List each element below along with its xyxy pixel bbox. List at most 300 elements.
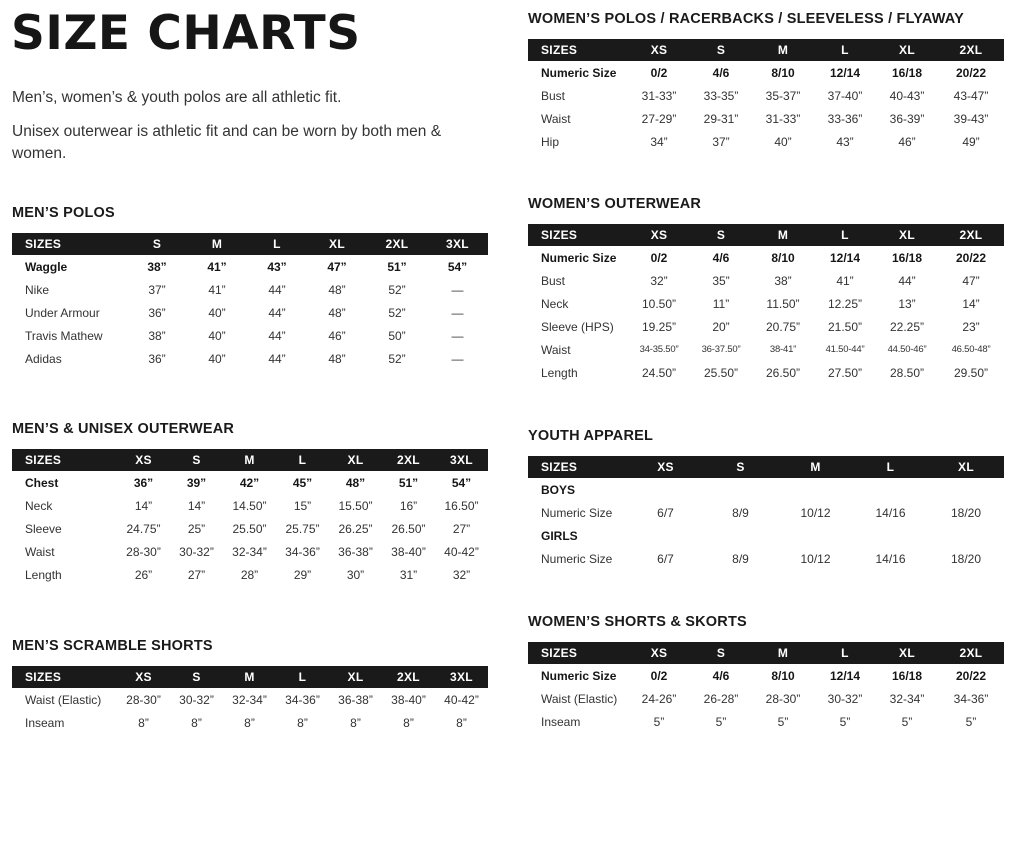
column-header: M bbox=[211, 237, 223, 251]
column-header: S bbox=[736, 460, 745, 474]
table-header-row bbox=[12, 233, 488, 255]
table-cell: 8/10 bbox=[771, 668, 795, 683]
row-label: Nike bbox=[25, 282, 50, 297]
table-cell: 38” bbox=[147, 259, 167, 274]
table-cell: 43-47” bbox=[953, 88, 989, 103]
column-header: L bbox=[273, 237, 281, 251]
table-cell: 0/2 bbox=[650, 250, 668, 265]
table-row bbox=[12, 255, 488, 278]
column-header: S bbox=[152, 237, 162, 251]
row-label: Neck bbox=[25, 498, 53, 513]
table-cell: 8/10 bbox=[771, 250, 795, 265]
table-row bbox=[528, 107, 1004, 130]
column-header: XS bbox=[135, 453, 152, 467]
row-label: Numeric Size bbox=[541, 250, 617, 265]
table-cell: 47” bbox=[962, 273, 980, 288]
table-cell bbox=[928, 524, 1004, 547]
table-cell: 27” bbox=[452, 521, 471, 536]
row-label: Waist bbox=[541, 111, 571, 126]
table-cell: 54” bbox=[447, 259, 468, 274]
row-label: Sleeve bbox=[25, 521, 62, 536]
womens-polos-table bbox=[528, 39, 1004, 153]
table-row bbox=[12, 563, 488, 586]
womens-outerwear-table bbox=[528, 224, 1004, 384]
table-cell: 8” bbox=[456, 715, 467, 730]
table-cell: 38” bbox=[774, 273, 792, 288]
table-cell: 33-36” bbox=[827, 111, 863, 126]
table-cell: 14” bbox=[187, 498, 206, 513]
column-header: S bbox=[192, 453, 201, 467]
womens-polos-title: WOMEN’S POLOS / RACERBACKS / SLEEVELESS / FLYAWAY bbox=[528, 11, 965, 27]
table-cell: 40” bbox=[208, 328, 226, 343]
row-label: Numeric Size bbox=[541, 551, 613, 566]
table-cell: 28-30” bbox=[126, 544, 161, 559]
table-cell: 29” bbox=[293, 567, 312, 582]
column-header: S bbox=[716, 228, 726, 242]
table-row bbox=[528, 130, 1004, 153]
table-cell: 52” bbox=[388, 282, 406, 297]
table-cell: 10.50” bbox=[641, 296, 677, 311]
table-cell: 32-34” bbox=[889, 691, 925, 706]
table-cell: — bbox=[451, 328, 464, 343]
table-cell: 44” bbox=[898, 273, 916, 288]
column-header: XS bbox=[135, 670, 152, 684]
table-cell: 41” bbox=[207, 259, 227, 274]
table-cell: 24.75” bbox=[126, 521, 161, 536]
column-header: 2XL bbox=[397, 453, 420, 467]
table-row bbox=[528, 315, 1004, 338]
column-header: SIZES bbox=[25, 237, 62, 251]
table-cell: 32-34” bbox=[232, 544, 267, 559]
table-cell: 12/14 bbox=[829, 250, 861, 265]
table-cell: 6/7 bbox=[657, 505, 674, 520]
table-header-row bbox=[528, 456, 1004, 478]
row-label: Inseam bbox=[541, 714, 581, 729]
youth-apparel-table bbox=[528, 456, 1004, 570]
table-cell: 27.50” bbox=[827, 365, 863, 380]
table-cell: 36” bbox=[133, 475, 154, 490]
table-header-row bbox=[528, 39, 1004, 61]
table-cell: 34” bbox=[650, 134, 668, 149]
table-cell: 36-37.50” bbox=[701, 344, 741, 355]
column-header: XL bbox=[347, 453, 364, 467]
womens-polos-section bbox=[528, 11, 1004, 153]
table-cell: 54” bbox=[451, 475, 472, 490]
mens-shorts-table bbox=[12, 666, 488, 734]
womens-outerwear-title: WOMEN’S OUTERWEAR bbox=[528, 196, 702, 212]
table-cell: 12/14 bbox=[829, 65, 861, 80]
table-cell: 22.25” bbox=[889, 319, 925, 334]
row-label: Length bbox=[25, 567, 62, 582]
row-label: GIRLS bbox=[541, 528, 578, 543]
table-cell: 13” bbox=[898, 296, 916, 311]
table-cell: 14/16 bbox=[875, 505, 906, 520]
table-cell: 36-38” bbox=[338, 692, 373, 707]
table-cell: 4/6 bbox=[712, 668, 730, 683]
table-cell: 34-36” bbox=[953, 691, 989, 706]
column-header: 3XL bbox=[450, 670, 473, 684]
table-cell: 51” bbox=[398, 475, 419, 490]
table-cell: 31” bbox=[399, 567, 418, 582]
table-cell: 16.50” bbox=[444, 498, 479, 513]
column-header: XL bbox=[329, 237, 345, 251]
table-cell: 14.50” bbox=[232, 498, 267, 513]
mens-shorts-title: MEN’S SCRAMBLE SHORTS bbox=[12, 638, 213, 654]
table-cell: 5” bbox=[653, 714, 665, 729]
table-cell: 26-28” bbox=[703, 691, 739, 706]
table-cell: 8” bbox=[403, 715, 414, 730]
column-header: L bbox=[841, 43, 849, 57]
table-cell bbox=[778, 524, 853, 547]
table-cell: 47” bbox=[327, 259, 347, 274]
table-cell: 20.75” bbox=[765, 319, 801, 334]
table-cell: 0/2 bbox=[650, 668, 668, 683]
table-cell: 44” bbox=[268, 305, 286, 320]
table-cell: 38-41” bbox=[769, 344, 797, 355]
table-row bbox=[12, 711, 488, 734]
page-title: SIZE CHARTS bbox=[11, 6, 361, 61]
table-cell: 0/2 bbox=[650, 65, 668, 80]
youth-apparel-title: YOUTH APPAREL bbox=[528, 428, 654, 444]
table-cell: 50” bbox=[388, 328, 406, 343]
mens-polos-section bbox=[12, 205, 488, 370]
table-cell bbox=[628, 478, 703, 501]
table-row bbox=[12, 324, 488, 347]
table-cell: 20” bbox=[712, 319, 730, 334]
table-cell: 11.50” bbox=[766, 296, 800, 311]
table-cell: 25” bbox=[187, 521, 206, 536]
column-header: SIZES bbox=[541, 646, 578, 660]
table-cell: — bbox=[451, 305, 464, 320]
table-cell: 48” bbox=[328, 351, 346, 366]
table-cell: 23” bbox=[962, 319, 980, 334]
table-cell: 28-30” bbox=[765, 691, 801, 706]
mens-polos-title: MEN’S POLOS bbox=[12, 205, 115, 221]
column-header: M bbox=[244, 670, 255, 684]
column-header: 3XL bbox=[450, 453, 473, 467]
row-label: Waggle bbox=[25, 259, 68, 274]
mens-polos-table bbox=[12, 233, 488, 370]
table-cell: 19.25” bbox=[641, 319, 677, 334]
table-row bbox=[12, 471, 488, 494]
row-label: Chest bbox=[25, 475, 59, 490]
table-cell: 34-36” bbox=[285, 692, 320, 707]
row-label: Numeric Size bbox=[541, 505, 613, 520]
table-row bbox=[528, 501, 1004, 524]
mens-outerwear-section bbox=[12, 421, 488, 586]
table-cell: 36” bbox=[148, 305, 166, 320]
column-header: XL bbox=[899, 646, 915, 660]
table-cell: 16/18 bbox=[891, 668, 923, 683]
table-cell: 30-32” bbox=[179, 544, 214, 559]
table-cell: 30-32” bbox=[179, 692, 214, 707]
table-cell: 5” bbox=[839, 714, 851, 729]
column-header: 2XL bbox=[959, 43, 983, 57]
table-cell: 45” bbox=[292, 475, 313, 490]
table-header-row bbox=[528, 224, 1004, 246]
table-cell: 29-31” bbox=[703, 111, 739, 126]
column-header: M bbox=[244, 453, 255, 467]
table-cell: 14” bbox=[962, 296, 980, 311]
table-row bbox=[528, 361, 1004, 384]
table-header-row bbox=[12, 666, 488, 688]
table-row bbox=[528, 478, 1004, 501]
table-cell: 8” bbox=[297, 715, 308, 730]
table-cell: 4/6 bbox=[712, 250, 730, 265]
table-cell: 44” bbox=[268, 351, 286, 366]
table-cell: 34-35.50” bbox=[639, 344, 679, 355]
table-cell: 16” bbox=[399, 498, 418, 513]
column-header: M bbox=[777, 43, 789, 57]
row-label: Hip bbox=[541, 134, 560, 149]
table-cell: — bbox=[451, 282, 464, 297]
column-header: S bbox=[716, 43, 726, 57]
row-label: Bust bbox=[541, 273, 566, 288]
womens-shorts-section bbox=[528, 614, 1004, 733]
table-cell: 41.50-44” bbox=[825, 344, 865, 355]
table-cell: 4/6 bbox=[712, 65, 730, 80]
column-header: SIZES bbox=[541, 228, 578, 242]
table-cell bbox=[928, 478, 1004, 501]
table-cell: 48” bbox=[328, 282, 346, 297]
table-cell: 37” bbox=[712, 134, 730, 149]
row-label: Numeric Size bbox=[541, 65, 617, 80]
table-row bbox=[528, 292, 1004, 315]
table-cell: 43” bbox=[836, 134, 854, 149]
table-cell: 24-26” bbox=[641, 691, 677, 706]
table-cell: 5” bbox=[965, 714, 977, 729]
row-label: Numeric Size bbox=[541, 668, 617, 683]
column-header: 2XL bbox=[397, 670, 420, 684]
row-label: Waist (Elastic) bbox=[541, 691, 618, 706]
column-header: 2XL bbox=[385, 237, 409, 251]
table-cell: 10/12 bbox=[800, 551, 831, 566]
table-row bbox=[12, 517, 488, 540]
table-cell: 8/9 bbox=[732, 551, 749, 566]
column-header: 3XL bbox=[446, 237, 469, 251]
table-row bbox=[12, 540, 488, 563]
column-header: SIZES bbox=[541, 460, 578, 474]
womens-shorts-table bbox=[528, 642, 1004, 733]
table-cell: 40-42” bbox=[444, 544, 479, 559]
table-cell bbox=[853, 478, 928, 501]
table-cell: 29.50” bbox=[953, 365, 989, 380]
table-cell: 32” bbox=[650, 273, 668, 288]
table-cell bbox=[703, 524, 778, 547]
table-cell: 20/22 bbox=[955, 65, 987, 80]
table-cell: 5” bbox=[777, 714, 789, 729]
table-cell: 36” bbox=[148, 351, 166, 366]
column-header: XL bbox=[899, 228, 915, 242]
table-cell: 16/18 bbox=[891, 65, 923, 80]
column-header: XL bbox=[899, 43, 915, 57]
table-cell: 40” bbox=[208, 351, 226, 366]
table-cell: 35-37” bbox=[765, 88, 801, 103]
youth-apparel-section bbox=[528, 428, 1004, 570]
column-header: L bbox=[886, 460, 895, 474]
womens-outerwear-section bbox=[528, 196, 1004, 384]
table-cell: 39-43” bbox=[953, 111, 989, 126]
table-cell: 15.50” bbox=[338, 498, 373, 513]
column-header: 2XL bbox=[959, 228, 983, 242]
table-cell: 14/16 bbox=[875, 551, 906, 566]
table-cell: 40-42” bbox=[444, 692, 479, 707]
table-cell: 8/9 bbox=[732, 505, 749, 520]
table-cell: 40-43” bbox=[889, 88, 925, 103]
table-cell: 18/20 bbox=[950, 505, 982, 520]
table-row bbox=[528, 664, 1004, 687]
table-cell: 36-39” bbox=[889, 111, 925, 126]
column-header: M bbox=[810, 460, 821, 474]
table-cell: 8/10 bbox=[771, 65, 795, 80]
table-cell: 31-33” bbox=[641, 88, 677, 103]
table-cell: 36-38” bbox=[338, 544, 373, 559]
table-cell bbox=[703, 478, 778, 501]
table-row bbox=[528, 524, 1004, 547]
table-row bbox=[528, 687, 1004, 710]
table-cell: 38-40” bbox=[391, 544, 426, 559]
row-label: Adidas bbox=[25, 351, 62, 366]
column-header: XS bbox=[657, 460, 674, 474]
table-cell: 51” bbox=[387, 259, 407, 274]
table-cell: 48” bbox=[345, 475, 366, 490]
table-cell: 10/12 bbox=[800, 505, 831, 520]
table-row bbox=[12, 494, 488, 517]
table-cell: 11” bbox=[712, 296, 730, 311]
row-label: Inseam bbox=[25, 715, 65, 730]
table-cell: 26.50” bbox=[391, 521, 426, 536]
table-cell: 31-33” bbox=[765, 111, 801, 126]
table-cell: 52” bbox=[388, 351, 406, 366]
table-row bbox=[528, 710, 1004, 733]
table-cell: 30” bbox=[346, 567, 365, 582]
table-cell: 26” bbox=[134, 567, 153, 582]
table-cell: 40” bbox=[208, 305, 226, 320]
table-cell: 8” bbox=[191, 715, 202, 730]
table-row bbox=[528, 547, 1004, 570]
table-cell: 8” bbox=[350, 715, 361, 730]
column-header: L bbox=[298, 670, 307, 684]
table-cell: 6/7 bbox=[657, 551, 674, 566]
table-cell: 49” bbox=[962, 134, 980, 149]
table-cell: 33-35” bbox=[703, 88, 739, 103]
column-header: 2XL bbox=[959, 646, 983, 660]
table-cell: 26.50” bbox=[765, 365, 801, 380]
table-cell: 46” bbox=[898, 134, 916, 149]
column-header: S bbox=[716, 646, 726, 660]
table-cell bbox=[853, 524, 928, 547]
table-cell: 15” bbox=[293, 498, 312, 513]
table-cell: 41” bbox=[208, 282, 226, 297]
table-cell: 12/14 bbox=[829, 668, 861, 683]
table-row bbox=[528, 84, 1004, 107]
row-label: Waist bbox=[541, 342, 571, 357]
table-cell: 46” bbox=[328, 328, 346, 343]
column-header: XS bbox=[650, 646, 668, 660]
table-cell: 16/18 bbox=[891, 250, 923, 265]
table-cell: 43” bbox=[267, 259, 287, 274]
column-header: XL bbox=[347, 670, 364, 684]
column-header: SIZES bbox=[25, 670, 62, 684]
table-cell: 25.50” bbox=[232, 521, 267, 536]
table-cell: 12.25” bbox=[827, 296, 863, 311]
row-label: Length bbox=[541, 365, 578, 380]
table-cell: 27-29” bbox=[641, 111, 677, 126]
table-cell: 30-32” bbox=[827, 691, 863, 706]
table-cell: — bbox=[451, 351, 464, 366]
column-header: SIZES bbox=[541, 43, 578, 57]
column-header: SIZES bbox=[25, 453, 62, 467]
table-cell: 5” bbox=[901, 714, 913, 729]
table-cell: 35” bbox=[712, 273, 730, 288]
table-cell: 32-34” bbox=[232, 692, 267, 707]
row-label: BOYS bbox=[541, 482, 576, 497]
intro-outerwear-note: Unisex outerwear is athletic fit and can be worn by both men & women. bbox=[12, 123, 442, 162]
column-header: M bbox=[777, 646, 789, 660]
table-cell bbox=[628, 524, 703, 547]
table-row bbox=[12, 347, 488, 370]
mens-outerwear-table bbox=[12, 449, 488, 586]
table-cell: 46.50-48” bbox=[951, 344, 991, 355]
table-cell: 8” bbox=[244, 715, 255, 730]
table-header-row bbox=[528, 642, 1004, 664]
table-row bbox=[12, 301, 488, 324]
table-cell: 38” bbox=[148, 328, 166, 343]
table-cell: 20/22 bbox=[955, 668, 987, 683]
row-label: Waist bbox=[25, 544, 55, 559]
column-header: XS bbox=[650, 43, 668, 57]
table-cell: 8” bbox=[138, 715, 149, 730]
table-cell: 40” bbox=[774, 134, 792, 149]
row-label: Waist (Elastic) bbox=[25, 692, 102, 707]
table-row bbox=[528, 338, 1004, 361]
column-header: S bbox=[192, 670, 201, 684]
column-header: M bbox=[777, 228, 789, 242]
mens-shorts-section bbox=[12, 638, 488, 734]
table-cell: 14” bbox=[134, 498, 153, 513]
table-cell: 37” bbox=[148, 282, 166, 297]
table-cell: 27” bbox=[187, 567, 206, 582]
table-cell: 44” bbox=[268, 328, 286, 343]
table-cell: 38-40” bbox=[391, 692, 426, 707]
table-cell: 52” bbox=[388, 305, 406, 320]
table-cell: 32” bbox=[452, 567, 471, 582]
column-header: L bbox=[841, 646, 849, 660]
table-header-row bbox=[12, 449, 488, 471]
table-cell: 25.75” bbox=[285, 521, 320, 536]
table-row bbox=[528, 269, 1004, 292]
table-cell: 25.50” bbox=[703, 365, 739, 380]
table-cell: 41” bbox=[836, 273, 854, 288]
row-label: Travis Mathew bbox=[25, 328, 103, 343]
table-cell bbox=[778, 478, 853, 501]
intro-fit-note: Men’s, women’s & youth polos are all athletic fit. bbox=[12, 89, 342, 106]
table-cell: 24.50” bbox=[641, 365, 677, 380]
row-label: Sleeve (HPS) bbox=[541, 319, 614, 334]
row-label: Bust bbox=[541, 88, 566, 103]
table-cell: 28.50” bbox=[889, 365, 925, 380]
table-cell: 20/22 bbox=[955, 250, 987, 265]
table-cell: 44.50-46” bbox=[887, 344, 927, 355]
table-cell: 28” bbox=[240, 567, 259, 582]
column-header: L bbox=[841, 228, 849, 242]
table-cell: 5” bbox=[715, 714, 727, 729]
table-cell: 48” bbox=[328, 305, 346, 320]
table-cell: 34-36” bbox=[285, 544, 320, 559]
row-label: Under Armour bbox=[25, 305, 100, 320]
mens-outerwear-title: MEN’S & UNISEX OUTERWEAR bbox=[12, 421, 235, 437]
table-cell: 44” bbox=[268, 282, 286, 297]
